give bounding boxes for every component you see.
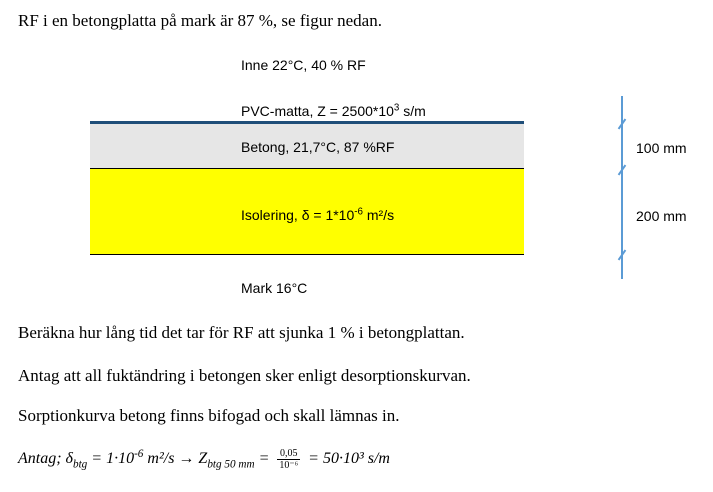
betong-label: Betong, 21,7°C, 87 %RF bbox=[241, 139, 395, 155]
task-text-3: Sorptionkurva betong finns bifogad och skall lämnas in. bbox=[18, 406, 400, 425]
intro-text: RF i en betongplatta på mark är 87 %, se figur nedan. bbox=[18, 11, 382, 30]
formula-fraction: $\frac{0,05}{\text{10⁻⁶}}$ bbox=[279, 448, 299, 471]
task-text-2: Antag att all fuktändring i betongen sker enligt desorptionskurvan. bbox=[18, 366, 471, 385]
dimension-isolering: 200 mm bbox=[636, 208, 687, 224]
formula: Antag; $\delta_{btg} = 1\cdot 10^{-6}$ $m^2/s \to Z_{btg 50 mm}$ = $\frac{0,05}{\text{10⁻⁶}}$ = 50·10³ s/m bbox=[18, 447, 390, 471]
dimension-betong: 100 mm bbox=[636, 140, 687, 156]
pvc-label: PVC-matta, $Z = 2500*10^3$ s/m bbox=[241, 102, 426, 119]
inne-label: Inne 22°C, 40 % RF bbox=[241, 57, 366, 73]
isolering-label: Isolering, $\delta = 1*10^{-6}$ m²/s bbox=[241, 206, 395, 223]
mark-label: Mark 16°C bbox=[241, 280, 308, 296]
task-text-1: Beräkna hur lång tid det tar för RF att sjunka 1 % i betongplattan. bbox=[18, 323, 465, 342]
